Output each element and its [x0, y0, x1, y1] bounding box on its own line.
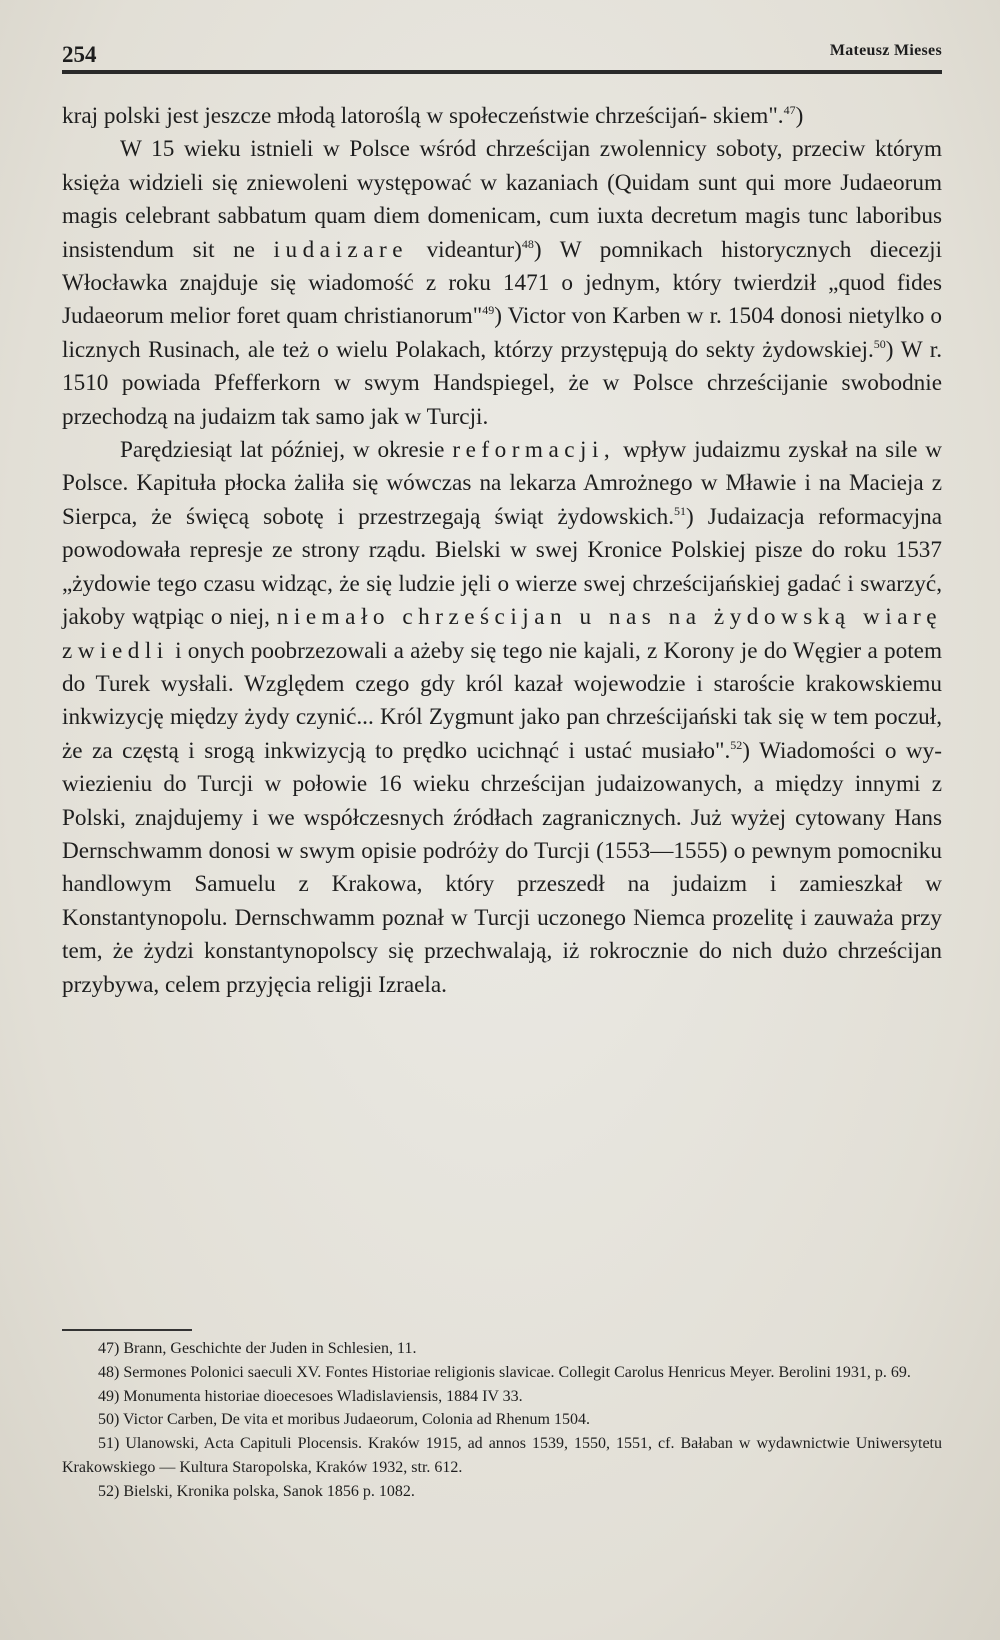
footnote-ref-48: 48 — [521, 236, 534, 251]
footnote-ref-49: 49 — [482, 303, 495, 318]
footnote-ref-47: 47 — [783, 103, 796, 117]
footnote-52: 52) Bielski, Kronika polska, Sanok 1856 p. 1082. — [98, 1482, 415, 1500]
spaced-emphasis: reformacji, — [452, 437, 616, 464]
footnote-51: 51) Ulanowski, Acta Capituli Plocensis. Kraków 1915, ad annos 1539, 1550, 1551, cf. Bałaban w wydawnictwie Uniwersytetu Krakowskiego — Kultura Staropolska, Kraków 1932, str. 612. — [62, 1435, 942, 1476]
footnote-ref-51: 51 — [674, 503, 687, 518]
spaced-emphasis: niemało chrześcijan u nas na żydowską wiarę zwiedli — [62, 604, 943, 664]
footnote-50: 50) Victor Carben, De vita et moribus Judaeorum, Colonia ad Rhenum 1504. — [98, 1411, 590, 1429]
paragraph-2: W 15 wieku istnieli w Polsce wśród chrześcijan zwolennicy soboty, przeciw którym księża widzieli się zniewoleni występować w kazaniach (Quidam sunt qui more Judaeorum magis celebrant sabbatum quam diem domenicam, cum iuxta decretum magis tunc laboribus insistendum sit ne iudaizare videantur)$^{48}$) W pomnikach historycznych diecezji Włocławka znajduje się wiadomość z roku 1471 o jednym, który twierdził „quod fides Judaeorum melior foret quam christianorum"$^{49}$) Victor von Karben w r. 1504 donosi nietylko o licznych Rusinach, ale też o wielu Polakach, którzy przystępują do sekty żydowskiej.$^{50}$) W r. 1510 powiada Pfefferkorn w swym Handspiegel, że w Polsce chrześcijanie swobodnie przechodzą na judaizm tak samo jak w Turcji. — [62, 136, 943, 430]
header-rule — [62, 70, 942, 74]
page-number: 254 — [62, 42, 97, 67]
footnote-separator — [62, 1329, 192, 1331]
paragraph-3: Parędziesiąt lat później, w okresie reformacji, wpływ judaizmu zyskał na sile w Polsce. Kapituła płocka żaliła się wówczas na lekarza Amrożnego w Mławie i na Macieja z Sierpca, że święcą sobotę i przestrzegają świąt żydowskich.$^{51}$) Judaizacja reformacyjna powodowała represje ze strony rządu. Bielski w swej Kronice Polskiej pisze do roku 1537 „żydowie tego czasu widząc, że się ludzie jęli o wierze swej chrześcijańskiej gadać i swarzyć, jakoby wątpiąc o niej, niemało chrześcijan u nas na żydowską wiarę zwiedli i onych poobrzezowali a ażeby się tego nie kajali, z Korony je do Węgier a potem do Turek wysłali. Względem czego gdy król kazał wojewodzie i staroście krakowskiemu inkwizycję między żydy czynić... Król Zygmunt jako pan chrześcijański tak się w tem poczuł, że za częstą i srogą inkwizycją to prędko ucichnąć i ustać musiało".$^{52}$) Wiadomości o wywiezieniu do Turcji w połowie 16 wieku chrześcijan judaizowanych, a między innymi z Polski, znajdujemy i we współczesnych źródłach zagranicznych. Już wyżej cytowany Hans Dernschwamm donosi w swym opisie podróży do Turcji (1553—1555) o pewnym pomocniku handlowym Samuelu z Krakowa, który przeszedł na judaizm i zamieszkał w Konstantynopolu. Dernschwamm poznał w Turcji uczonego Niemca prozelitę i zauważa przy tem, że żydzi konstantynopolscy się przechwalają, iż rokrocznie do nich dużo chrześcijan przybywa, celem przyjęcia religji Izraela. — [62, 437, 943, 998]
main-text — [62, 100, 942, 1002]
footnote-47: 47) Brann, Geschichte der Juden in Schlesien, 11. — [98, 1340, 417, 1357]
footnote-48: 48) Sermones Polonici saeculi XV. Fontes Historiae religionis slavicae. Collegit Carolus Henricus Meyer. Berolini 1931, p. 69. — [98, 1363, 911, 1381]
paragraph-1: kraj polski jest jeszcze młodą latoroślą w społeczeństwie chrześcijań- skiem".$^{47}$) — [62, 103, 804, 129]
spaced-emphasis: iudaizare — [273, 236, 408, 263]
footnote-ref-52: 52 — [730, 737, 743, 752]
footnote-ref-50: 50 — [873, 336, 886, 351]
footnotes — [62, 1337, 942, 1504]
footnote-49: 49) Monumenta historiae dioecesoes Wladislaviensis, 1884 IV 33. — [98, 1387, 523, 1405]
running-head-author: Mateusz Mieses — [829, 42, 942, 59]
page-header — [62, 36, 942, 72]
